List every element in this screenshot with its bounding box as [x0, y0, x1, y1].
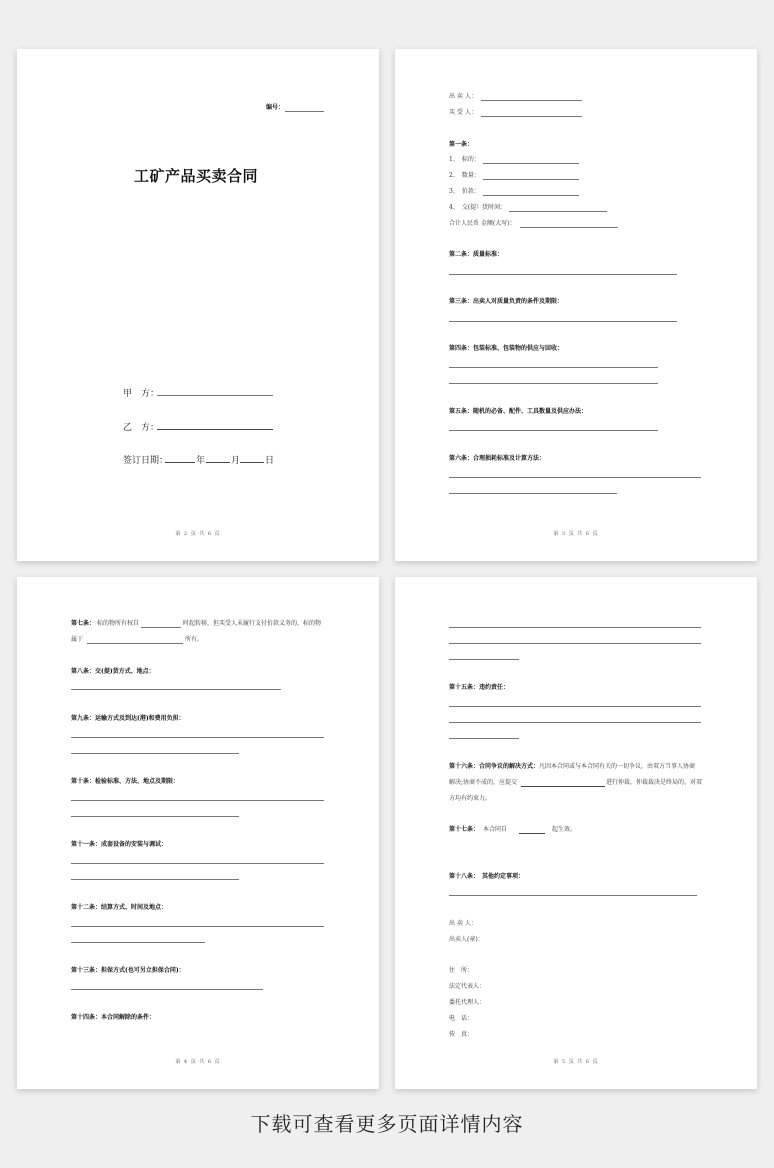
sign-month-line	[206, 462, 230, 463]
article-17-text-b: 起生效。	[552, 826, 577, 833]
article-16-text-c: 进行仲裁。仲裁裁决是终局的，对双	[606, 779, 703, 786]
party-a-label: 甲 方：	[123, 389, 160, 399]
sign-day-line	[240, 462, 264, 463]
article-10-heading: 第十条：检验标准、方法、地点及期限：	[71, 778, 180, 785]
article-15-line-2	[449, 722, 701, 723]
contract-number-line	[285, 111, 324, 112]
article-9-line-1	[71, 737, 324, 738]
seller-seal-label: 出卖人(章)：	[449, 936, 484, 943]
article-7-text-d: 所有。	[185, 636, 204, 643]
continued-line-2	[449, 643, 701, 644]
article-6-heading: 第六条：合理损耗标准及计算方法：	[449, 455, 546, 462]
effective-date-line	[519, 833, 545, 834]
delivery-time-label: 4、 交(提）货时间：	[449, 204, 507, 211]
phone-label: 电 话：	[449, 1015, 474, 1022]
article-17-heading: 第十七条：	[449, 826, 480, 833]
download-more-caption[interactable]: 下载可查看更多页面详情内容	[250, 1112, 524, 1136]
article-3-line	[449, 321, 677, 322]
watermark	[562, 459, 586, 488]
year-label: 年	[196, 456, 206, 466]
article-7-text-c: 属于	[71, 636, 84, 643]
contract-number-label: 编号：	[266, 104, 285, 111]
buyer-label: 买 受 人：	[449, 109, 477, 116]
page-number: 第 4 页 共 6 页	[175, 1059, 221, 1065]
party-a-line	[157, 395, 273, 396]
day-label: 日	[265, 456, 275, 466]
article-4-line-1	[449, 367, 658, 368]
page-number: 第 2 页 共 6 页	[175, 531, 221, 537]
article-7-heading: 第七条：	[71, 620, 96, 627]
article-1-heading: 第一条：	[449, 141, 474, 148]
address-label: 住 所：	[449, 967, 474, 974]
article-11-line-2	[71, 879, 239, 880]
article-16-text-d: 方均有约束力。	[449, 795, 492, 802]
article-2-heading: 第二条：质量标准：	[449, 251, 504, 258]
item-price-line	[483, 195, 579, 196]
article-7-owner-line	[87, 643, 183, 644]
article-15-heading: 第十五条：违约责任：	[449, 684, 510, 691]
continued-line-1	[449, 627, 701, 628]
article-16-heading: 第十六条：合同争议的解决方式：	[449, 763, 540, 770]
article-8-heading: 第八条：交(提)货方式、地点：	[71, 668, 155, 675]
article-17-text-a: 本合同自	[483, 826, 508, 833]
article-4-heading: 第四条：包装标准、包装物的供应与回收：	[449, 345, 564, 352]
article-12-line-2	[71, 942, 205, 943]
watermark	[407, 907, 431, 936]
article-16-text-b: 解决;协商不成的，应提交	[449, 779, 518, 786]
sign-year-line	[165, 462, 195, 463]
sign-date-label: 签订日期：	[123, 456, 169, 466]
article-4-line-2	[449, 383, 658, 384]
article-11-line-1	[71, 863, 324, 864]
article-3-heading: 第三条：出卖人对质量负责的条件及期限：	[449, 298, 564, 305]
article-2-line	[449, 274, 677, 275]
agent-label: 委托代理人：	[449, 999, 486, 1006]
article-7-text-b: 时起转移，但买受人未履行支付价款义务的，标的物	[183, 620, 322, 627]
item-price-label: 3、 价款：	[449, 188, 480, 195]
seller-label: 出 卖 人：	[449, 93, 477, 100]
page-number: 第 3 页 共 6 页	[553, 531, 599, 537]
article-10-line-1	[71, 800, 324, 801]
article-7-text-a: 标的物所有权自	[97, 620, 140, 627]
month-label: 月	[231, 456, 241, 466]
article-18-heading: 第十八条： 其他约定事项：	[449, 873, 525, 880]
article-7-time-line	[141, 627, 181, 628]
contract-page-3	[395, 49, 757, 561]
arbitration-body-line	[521, 786, 605, 787]
item-subject-label: 1、 标的：	[449, 156, 480, 163]
item-subject-line	[483, 163, 579, 164]
party-b-line	[157, 429, 273, 430]
total-amount-line	[520, 227, 618, 228]
buyer-line	[481, 116, 582, 117]
article-13-line	[71, 989, 263, 990]
delivery-time-line	[509, 211, 607, 212]
continued-line-3	[449, 659, 519, 660]
item-quantity-label: 2、 数量：	[449, 172, 480, 179]
article-6-line-1	[449, 477, 701, 478]
article-16-text-a: 凡因本合同或与本合同有关的一切争议，由双方当事人协商	[539, 763, 696, 770]
article-12-heading: 第十二条：结算方式、时间及地点：	[71, 904, 168, 911]
page-number: 第 5 页 共 6 页	[553, 1059, 599, 1065]
contract-cover-page	[17, 49, 379, 561]
article-9-heading: 第九条：运输方式及到达(港)和费用负担：	[71, 715, 185, 722]
article-11-heading: 第十一条：成套设备的安装与调试：	[71, 841, 168, 848]
article-18-line	[449, 895, 697, 896]
article-5-heading: 第五条：随机的必备、配件、工具数量及供应办法：	[449, 408, 588, 415]
legal-rep-label: 法定代表人：	[449, 983, 486, 990]
article-14-heading: 第十四条：本合同解除的条件：	[71, 1014, 156, 1021]
article-8-line	[71, 689, 281, 690]
document-title: 工矿产品买卖合同	[134, 167, 259, 185]
party-b-label: 乙 方：	[123, 423, 160, 433]
article-13-heading: 第十三条：担保方式(也可另立担保合同)：	[71, 967, 185, 974]
seller-label: 出 卖 人：	[449, 920, 477, 927]
total-amount-label: 合计人民币 金额(大写)：	[449, 220, 516, 227]
fax-label: 传 真：	[449, 1031, 474, 1038]
watermark	[104, 499, 128, 528]
article-12-line-1	[71, 926, 324, 927]
article-10-line-2	[71, 816, 239, 817]
article-15-line-3	[449, 738, 519, 739]
item-quantity-line	[483, 179, 579, 180]
article-5-line	[449, 430, 658, 431]
article-6-line-2	[449, 493, 617, 494]
contract-page-5	[395, 577, 757, 1089]
seller-line	[481, 100, 582, 101]
article-15-line-1	[449, 706, 701, 707]
watermark	[29, 907, 53, 936]
contract-page-4	[17, 577, 379, 1089]
article-9-line-2	[71, 753, 239, 754]
